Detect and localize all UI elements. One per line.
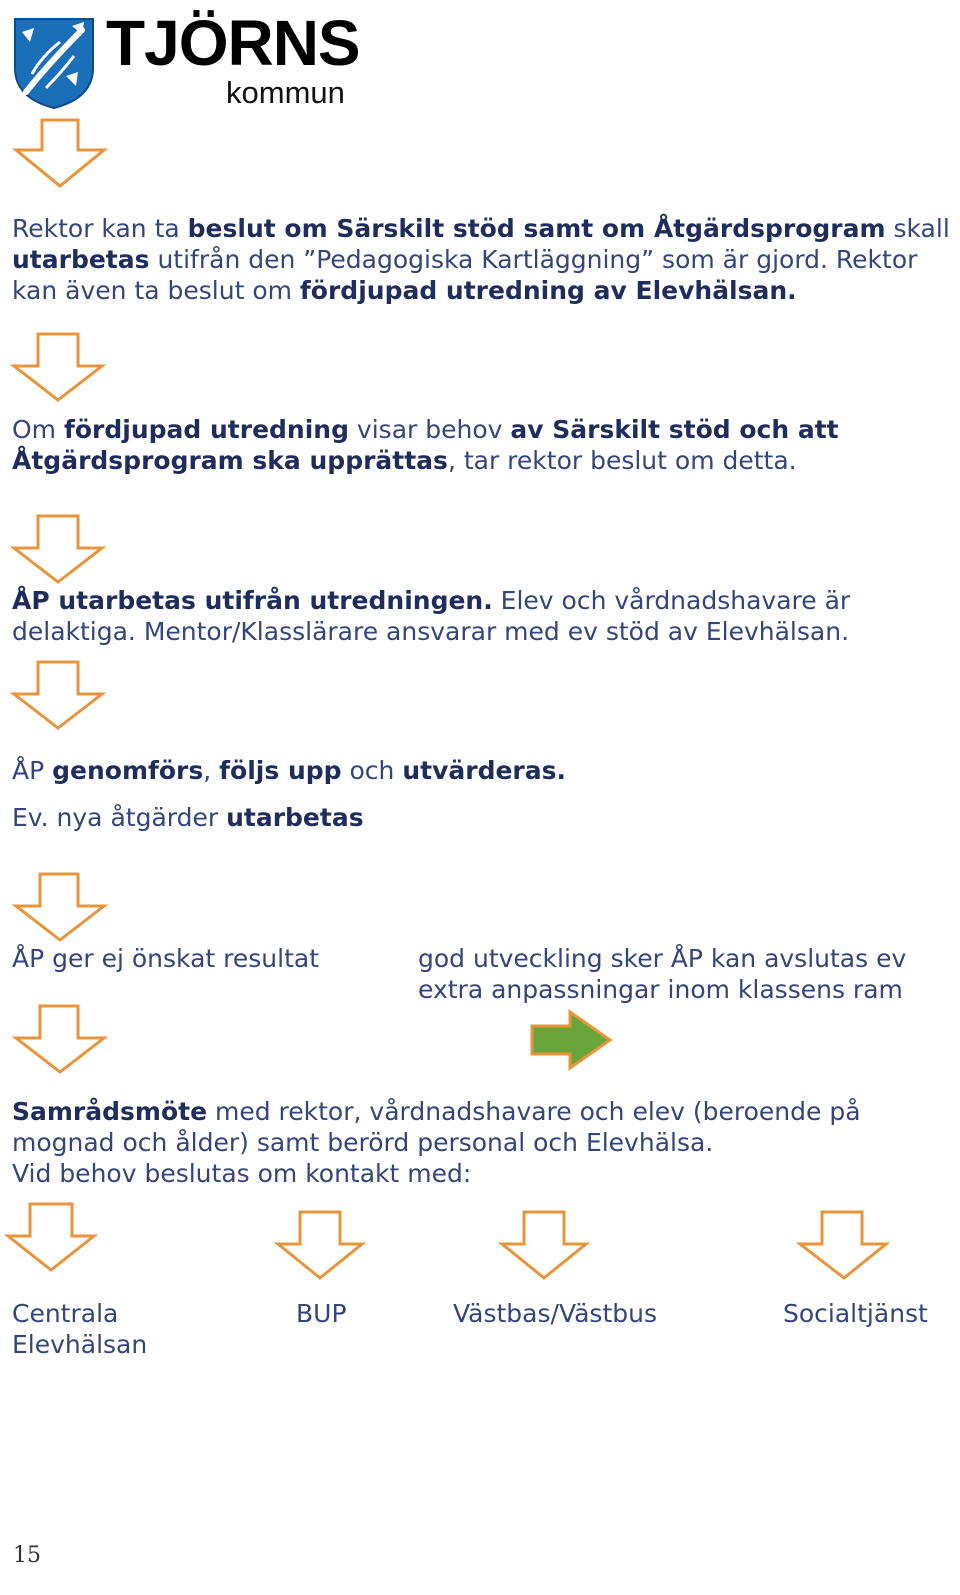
line: ÅP utarbetas utifrån utredningen. Elev och vårdnadshavare är <box>12 586 851 615</box>
meeting-paragraph <box>12 1096 861 1189</box>
logo-name: TJÖRNS <box>106 7 360 79</box>
down-arrow-icon <box>502 1212 586 1278</box>
line: mognad och ålder) samt berörd personal och Elevhälsa. <box>12 1128 714 1157</box>
line: utarbetas utifrån den ”Pedagogiska Kartläggning” som är gjord. Rektor <box>12 245 918 274</box>
down-arrow-icon <box>14 516 102 582</box>
ap-good-progress <box>418 943 906 1005</box>
contact-bup: BUP <box>296 1299 347 1328</box>
logo-sub: kommun <box>226 75 345 110</box>
line: Åtgärdsprogram ska upprättas, tar rektor beslut om detta. <box>12 446 797 475</box>
down-arrow-icon <box>14 334 102 400</box>
down-arrow-icon <box>800 1212 886 1278</box>
down-arrow-icon <box>14 662 102 728</box>
down-arrow-icon <box>16 874 104 940</box>
line: god utveckling sker ÅP kan avslutas ev <box>418 944 907 973</box>
contact-central-elevhalsan: Centrala Elevhälsan <box>12 1299 148 1359</box>
line: kan även ta beslut om fördjupad utredning av Elevhälsan. <box>12 276 797 305</box>
down-arrow-icon <box>16 1006 104 1072</box>
line: Samrådsmöte med rektor, vårdnadshavare och elev (beroende på <box>12 1097 861 1126</box>
line: Rektor kan ta beslut om Särskilt stöd samt om Åtgärdsprogram skall <box>12 214 950 243</box>
investigation-paragraph <box>12 414 839 476</box>
down-arrow-icon <box>16 120 104 186</box>
line: Vid behov beslutas om kontakt med: <box>12 1159 472 1188</box>
right-arrow-icon <box>532 1012 610 1068</box>
down-arrow-icon <box>278 1212 362 1278</box>
ap-paragraph <box>12 585 850 647</box>
ap-follow-up-line: ÅP genomförs, följs upp och utvärderas. <box>12 756 566 785</box>
ap-no-result: ÅP ger ej önskat resultat <box>12 944 319 973</box>
contact-vastbas: Västbas/Västbus <box>453 1299 657 1328</box>
down-arrow-icon <box>8 1204 94 1270</box>
contact-socialtjanst: Socialtjänst <box>783 1299 928 1328</box>
page-number: 15 <box>13 1543 41 1568</box>
new-actions-line: Ev. nya åtgärder utarbetas <box>12 803 364 832</box>
line: delaktiga. Mentor/Klasslärare ansvarar med ev stöd av Elevhälsan. <box>12 617 850 646</box>
line: extra anpassningar inom klassens ram <box>418 975 903 1004</box>
decision-paragraph <box>12 213 950 306</box>
line: Om fördjupad utredning visar behov av Särskilt stöd och att <box>12 415 839 444</box>
